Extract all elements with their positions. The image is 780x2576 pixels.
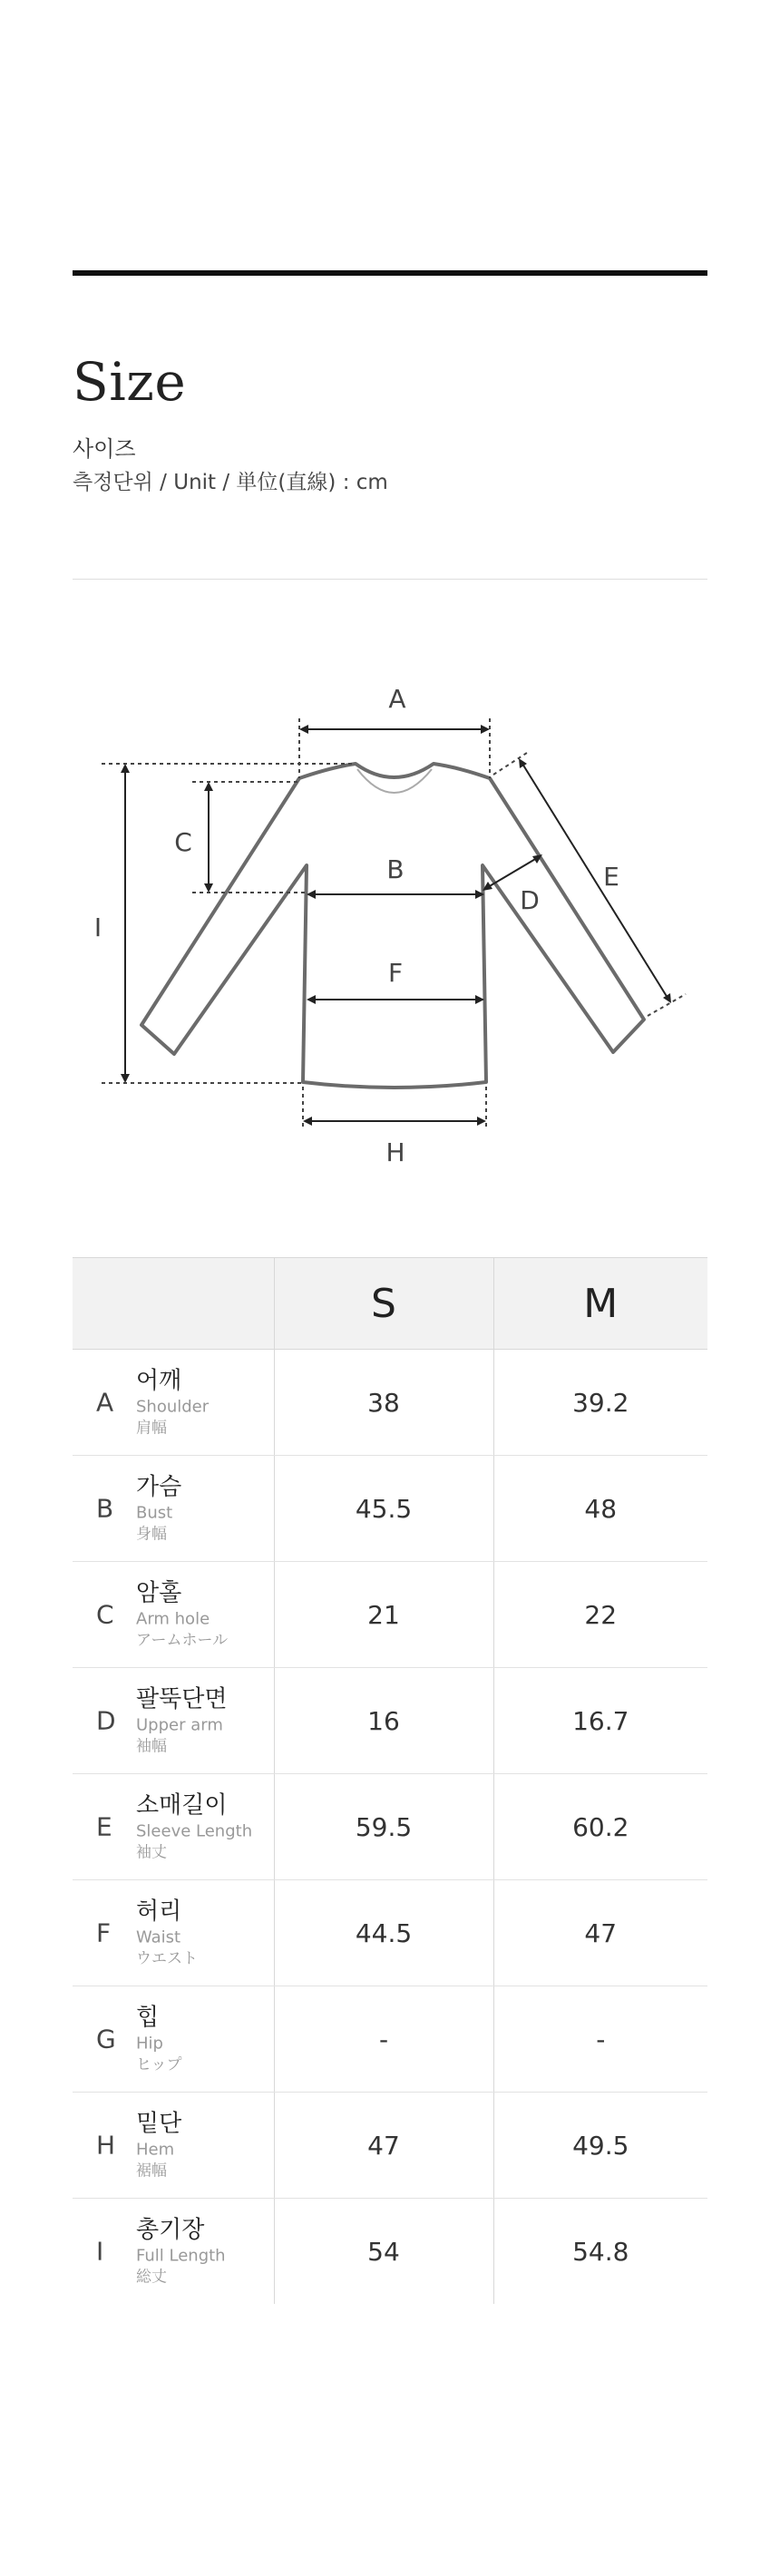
row-letter: D — [96, 1705, 116, 1736]
value-m: 47 — [493, 1880, 707, 1986]
value-m: 48 — [493, 1456, 707, 1562]
label-a: A — [388, 684, 406, 714]
row-label — [73, 1986, 274, 2093]
measure-lines — [102, 718, 686, 1128]
value-s: 44.5 — [274, 1880, 493, 1986]
table-header-row — [73, 1258, 707, 1350]
row-name-en: Bust — [136, 1503, 173, 1523]
value-s: 45.5 — [274, 1456, 493, 1562]
row-letter: C — [96, 1599, 114, 1630]
label-h: H — [385, 1137, 405, 1167]
table-row — [73, 1562, 707, 1668]
label-c: C — [174, 827, 192, 857]
row-name-en: Upper arm — [136, 1715, 223, 1735]
row-name-en: Sleeve Length — [136, 1821, 253, 1841]
value-s: - — [274, 1986, 493, 2093]
table-row — [73, 1350, 707, 1456]
row-letter: F — [96, 1917, 112, 1948]
value-s: 54 — [274, 2199, 493, 2305]
table-row — [73, 1456, 707, 1562]
value-m: - — [493, 1986, 707, 2093]
header-size-s: S — [274, 1258, 493, 1350]
row-name-ja: 袖丈 — [136, 1843, 167, 1862]
row-name-ko: 허리 — [136, 1898, 182, 1926]
label-d: D — [520, 885, 540, 915]
row-name-en: Arm hole — [136, 1609, 210, 1629]
top-divider — [73, 270, 707, 276]
header-size-m: M — [493, 1258, 707, 1350]
section-divider — [73, 579, 707, 580]
row-letter: G — [96, 2024, 116, 2054]
row-name-ko: 밑단 — [136, 2110, 182, 2138]
value-s: 59.5 — [274, 1774, 493, 1880]
row-label — [73, 1350, 274, 1456]
label-b: B — [386, 854, 405, 884]
row-name-ja: 袖幅 — [136, 1737, 167, 1756]
row-label — [73, 1456, 274, 1562]
row-name-en: Full Length — [136, 2246, 226, 2266]
table-row — [73, 1774, 707, 1880]
label-f: F — [387, 958, 404, 988]
shirt-illustration — [141, 764, 644, 1088]
row-name-ko: 팔뚝단면 — [136, 1685, 228, 1713]
value-s: 38 — [274, 1350, 493, 1456]
garment-measurement-diagram — [0, 635, 780, 1179]
row-letter: E — [96, 1811, 112, 1842]
row-name-ko: 힙 — [136, 2004, 160, 2032]
row-name-ja: 肩幅 — [136, 1419, 167, 1438]
value-s: 16 — [274, 1668, 493, 1774]
row-name-ja: 総丈 — [136, 2268, 167, 2287]
value-m: 49.5 — [493, 2093, 707, 2199]
row-name-ko: 소매길이 — [136, 1791, 228, 1820]
table-row — [73, 1880, 707, 1986]
row-name-ja: ヒップ — [136, 2055, 182, 2074]
row-letter: A — [96, 1387, 114, 1418]
page-subtitle: 사이즈 — [73, 436, 136, 462]
header-empty-cell — [73, 1258, 274, 1350]
table-row — [73, 2199, 707, 2305]
row-name-ja: ウエスト — [136, 1949, 198, 1968]
row-name-ko: 어깨 — [136, 1367, 182, 1395]
row-label — [73, 1880, 274, 1986]
value-m: 39.2 — [493, 1350, 707, 1456]
value-m: 22 — [493, 1562, 707, 1668]
label-i: I — [93, 912, 102, 942]
row-name-en: Hem — [136, 2140, 175, 2160]
row-label — [73, 1668, 274, 1774]
row-name-en: Waist — [136, 1927, 181, 1947]
unit-note: 측정단위 / Unit / 単位(直線) : cm — [73, 471, 388, 494]
value-s: 21 — [274, 1562, 493, 1668]
size-table — [73, 1257, 707, 2304]
value-m: 16.7 — [493, 1668, 707, 1774]
row-letter: B — [96, 1493, 114, 1524]
label-e: E — [603, 862, 619, 892]
table-row — [73, 1668, 707, 1774]
row-name-en: Hip — [136, 2034, 163, 2054]
value-s: 47 — [274, 2093, 493, 2199]
row-name-en: Shoulder — [136, 1397, 210, 1417]
row-name-ja: 裾幅 — [136, 2161, 167, 2181]
page-title: Size — [73, 351, 187, 413]
row-name-ko: 가슴 — [136, 1473, 182, 1501]
row-name-ja: 身幅 — [136, 1525, 167, 1544]
row-label — [73, 2093, 274, 2199]
value-m: 54.8 — [493, 2199, 707, 2305]
row-letter: I — [96, 2236, 104, 2267]
row-label — [73, 1562, 274, 1668]
row-label — [73, 1774, 274, 1880]
value-m: 60.2 — [493, 1774, 707, 1880]
row-label — [73, 2199, 274, 2305]
row-name-ja: アームホール — [136, 1631, 229, 1650]
table-row — [73, 1986, 707, 2093]
row-letter: H — [96, 2130, 116, 2161]
row-name-ko: 암홀 — [136, 1579, 182, 1607]
row-name-ko: 총기장 — [136, 2216, 205, 2244]
table-row — [73, 2093, 707, 2199]
